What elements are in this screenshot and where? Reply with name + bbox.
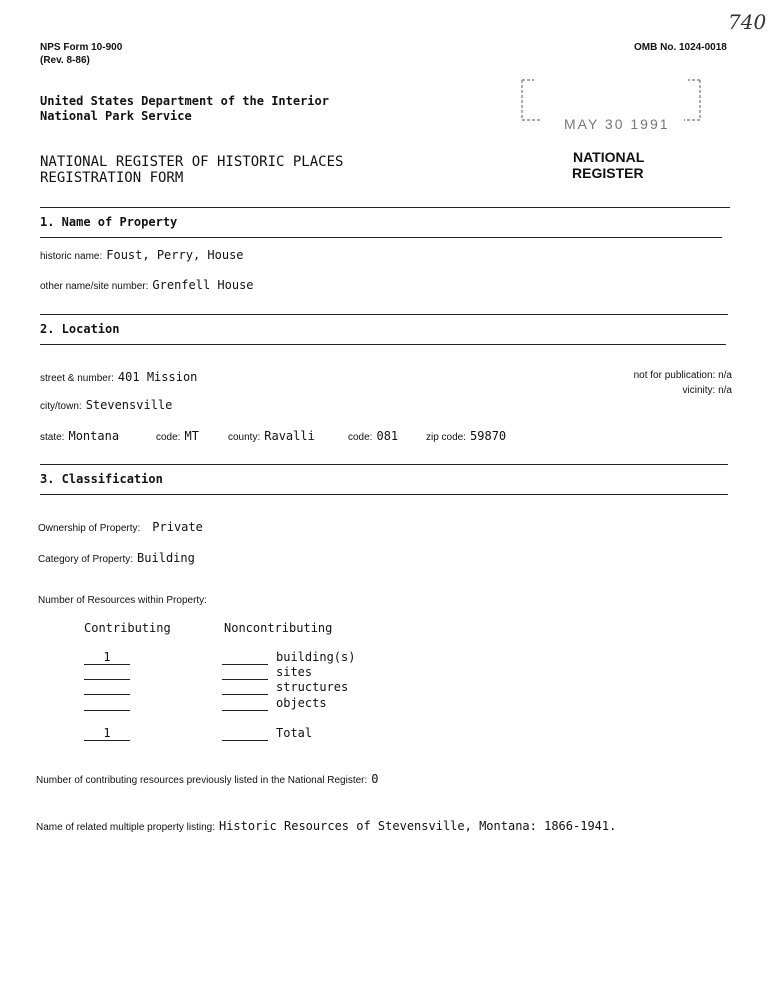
street-field bbox=[40, 368, 197, 386]
received-stamp bbox=[518, 76, 704, 132]
section1-heading: 1. Name of Property bbox=[40, 215, 178, 229]
county-value: Ravalli bbox=[264, 429, 315, 443]
section1-bottom-rule bbox=[40, 237, 722, 238]
handwritten-number: 740 bbox=[728, 10, 767, 34]
vicinity: vicinity: n/a bbox=[682, 385, 732, 396]
section3-bottom-rule bbox=[40, 494, 728, 495]
row-noncontributing-blank bbox=[222, 679, 268, 680]
stamp-register: REGISTER bbox=[572, 165, 644, 181]
stamp-national: NATIONAL bbox=[573, 149, 645, 165]
county-code-value: 081 bbox=[376, 429, 399, 443]
historic-name-value: Foust, Perry, House bbox=[106, 248, 244, 262]
row-noncontributing-blank bbox=[222, 664, 268, 665]
state-field bbox=[40, 427, 119, 445]
col-contributing: Contributing bbox=[84, 621, 171, 635]
previously-listed-value: 0 bbox=[371, 772, 379, 786]
total-contributing-value: 1 bbox=[103, 726, 111, 740]
department-name: United States Department of the Interior bbox=[40, 94, 329, 108]
section2-top-rule bbox=[40, 314, 728, 315]
total-contributing-blank bbox=[84, 740, 130, 741]
county-code-label: code: bbox=[348, 432, 373, 443]
form-title-line2: REGISTRATION FORM bbox=[40, 170, 184, 186]
service-name: National Park Service bbox=[40, 109, 192, 123]
section3-top-rule bbox=[40, 464, 728, 465]
row-label: sites bbox=[276, 665, 313, 679]
street-label: street & number: bbox=[40, 373, 114, 384]
resources-label: Number of Resources within Property: bbox=[38, 595, 207, 606]
row-label: objects bbox=[276, 696, 327, 710]
state-code-field bbox=[156, 427, 199, 445]
form-number: NPS Form 10-900 bbox=[40, 42, 123, 53]
city-field bbox=[40, 396, 172, 414]
zip-value: 59870 bbox=[470, 429, 507, 443]
ownership-label: Ownership of Property: bbox=[38, 523, 141, 534]
col-noncontributing: Noncontributing bbox=[224, 621, 333, 635]
state-value: Montana bbox=[68, 429, 120, 443]
stamp-date: MAY 30 1991 bbox=[564, 116, 670, 132]
row-noncontributing-blank bbox=[222, 710, 268, 711]
row-label: structures bbox=[276, 680, 349, 694]
street-value: 401 Mission bbox=[117, 370, 198, 384]
section2-heading: 2. Location bbox=[40, 322, 120, 336]
form-title-line1: NATIONAL REGISTER OF HISTORIC PLACES bbox=[40, 154, 344, 170]
section3-heading: 3. Classification bbox=[40, 472, 163, 486]
row-noncontributing-blank bbox=[222, 694, 268, 695]
row-contributing-blank bbox=[84, 710, 130, 711]
form-revision: (Rev. 8-86) bbox=[40, 55, 90, 66]
row-contributing-value: 1 bbox=[103, 650, 111, 664]
other-name-value: Grenfell House bbox=[152, 278, 254, 292]
multiple-listing-value: Historic Resources of Stevensville, Montana: 1866-1941. bbox=[218, 819, 617, 833]
other-name-label: other name/site number: bbox=[40, 281, 149, 292]
historic-name-field bbox=[40, 246, 244, 264]
city-label: city/town: bbox=[40, 401, 82, 412]
state-code-label: code: bbox=[156, 432, 181, 443]
historic-name-label: historic name: bbox=[40, 251, 103, 262]
category-label: Category of Property: bbox=[38, 554, 134, 565]
row-label: building(s) bbox=[276, 650, 356, 664]
state-label: state: bbox=[40, 432, 65, 443]
omb-number: OMB No. 1024-0018 bbox=[634, 42, 727, 53]
multiple-listing-field bbox=[36, 817, 616, 835]
other-name-field bbox=[40, 276, 254, 294]
section2-bottom-rule bbox=[40, 344, 726, 345]
zip-field bbox=[426, 427, 506, 445]
section1-top-rule bbox=[40, 207, 730, 208]
category-field bbox=[38, 549, 195, 567]
zip-label: zip code: bbox=[426, 432, 467, 443]
row-contributing-blank bbox=[84, 694, 130, 695]
not-for-publication: not for publication: n/a bbox=[633, 370, 732, 381]
row-contributing-blank bbox=[84, 679, 130, 680]
previously-listed-label: Number of contributing resources previously listed in the National Register: bbox=[36, 775, 368, 786]
row-contributing-blank bbox=[84, 664, 130, 665]
multiple-listing-label: Name of related multiple property listing: bbox=[36, 822, 215, 833]
ownership-field bbox=[38, 518, 203, 536]
previously-listed-field bbox=[36, 770, 379, 788]
state-code-value: MT bbox=[184, 429, 199, 443]
category-value: Building bbox=[137, 551, 195, 565]
total-noncontributing-blank bbox=[222, 740, 268, 741]
ownership-value: Private bbox=[152, 520, 203, 534]
city-value: Stevensville bbox=[85, 398, 173, 412]
county-label: county: bbox=[228, 432, 261, 443]
total-label: Total bbox=[276, 726, 313, 740]
county-field bbox=[228, 427, 315, 445]
county-code-field bbox=[348, 427, 398, 445]
